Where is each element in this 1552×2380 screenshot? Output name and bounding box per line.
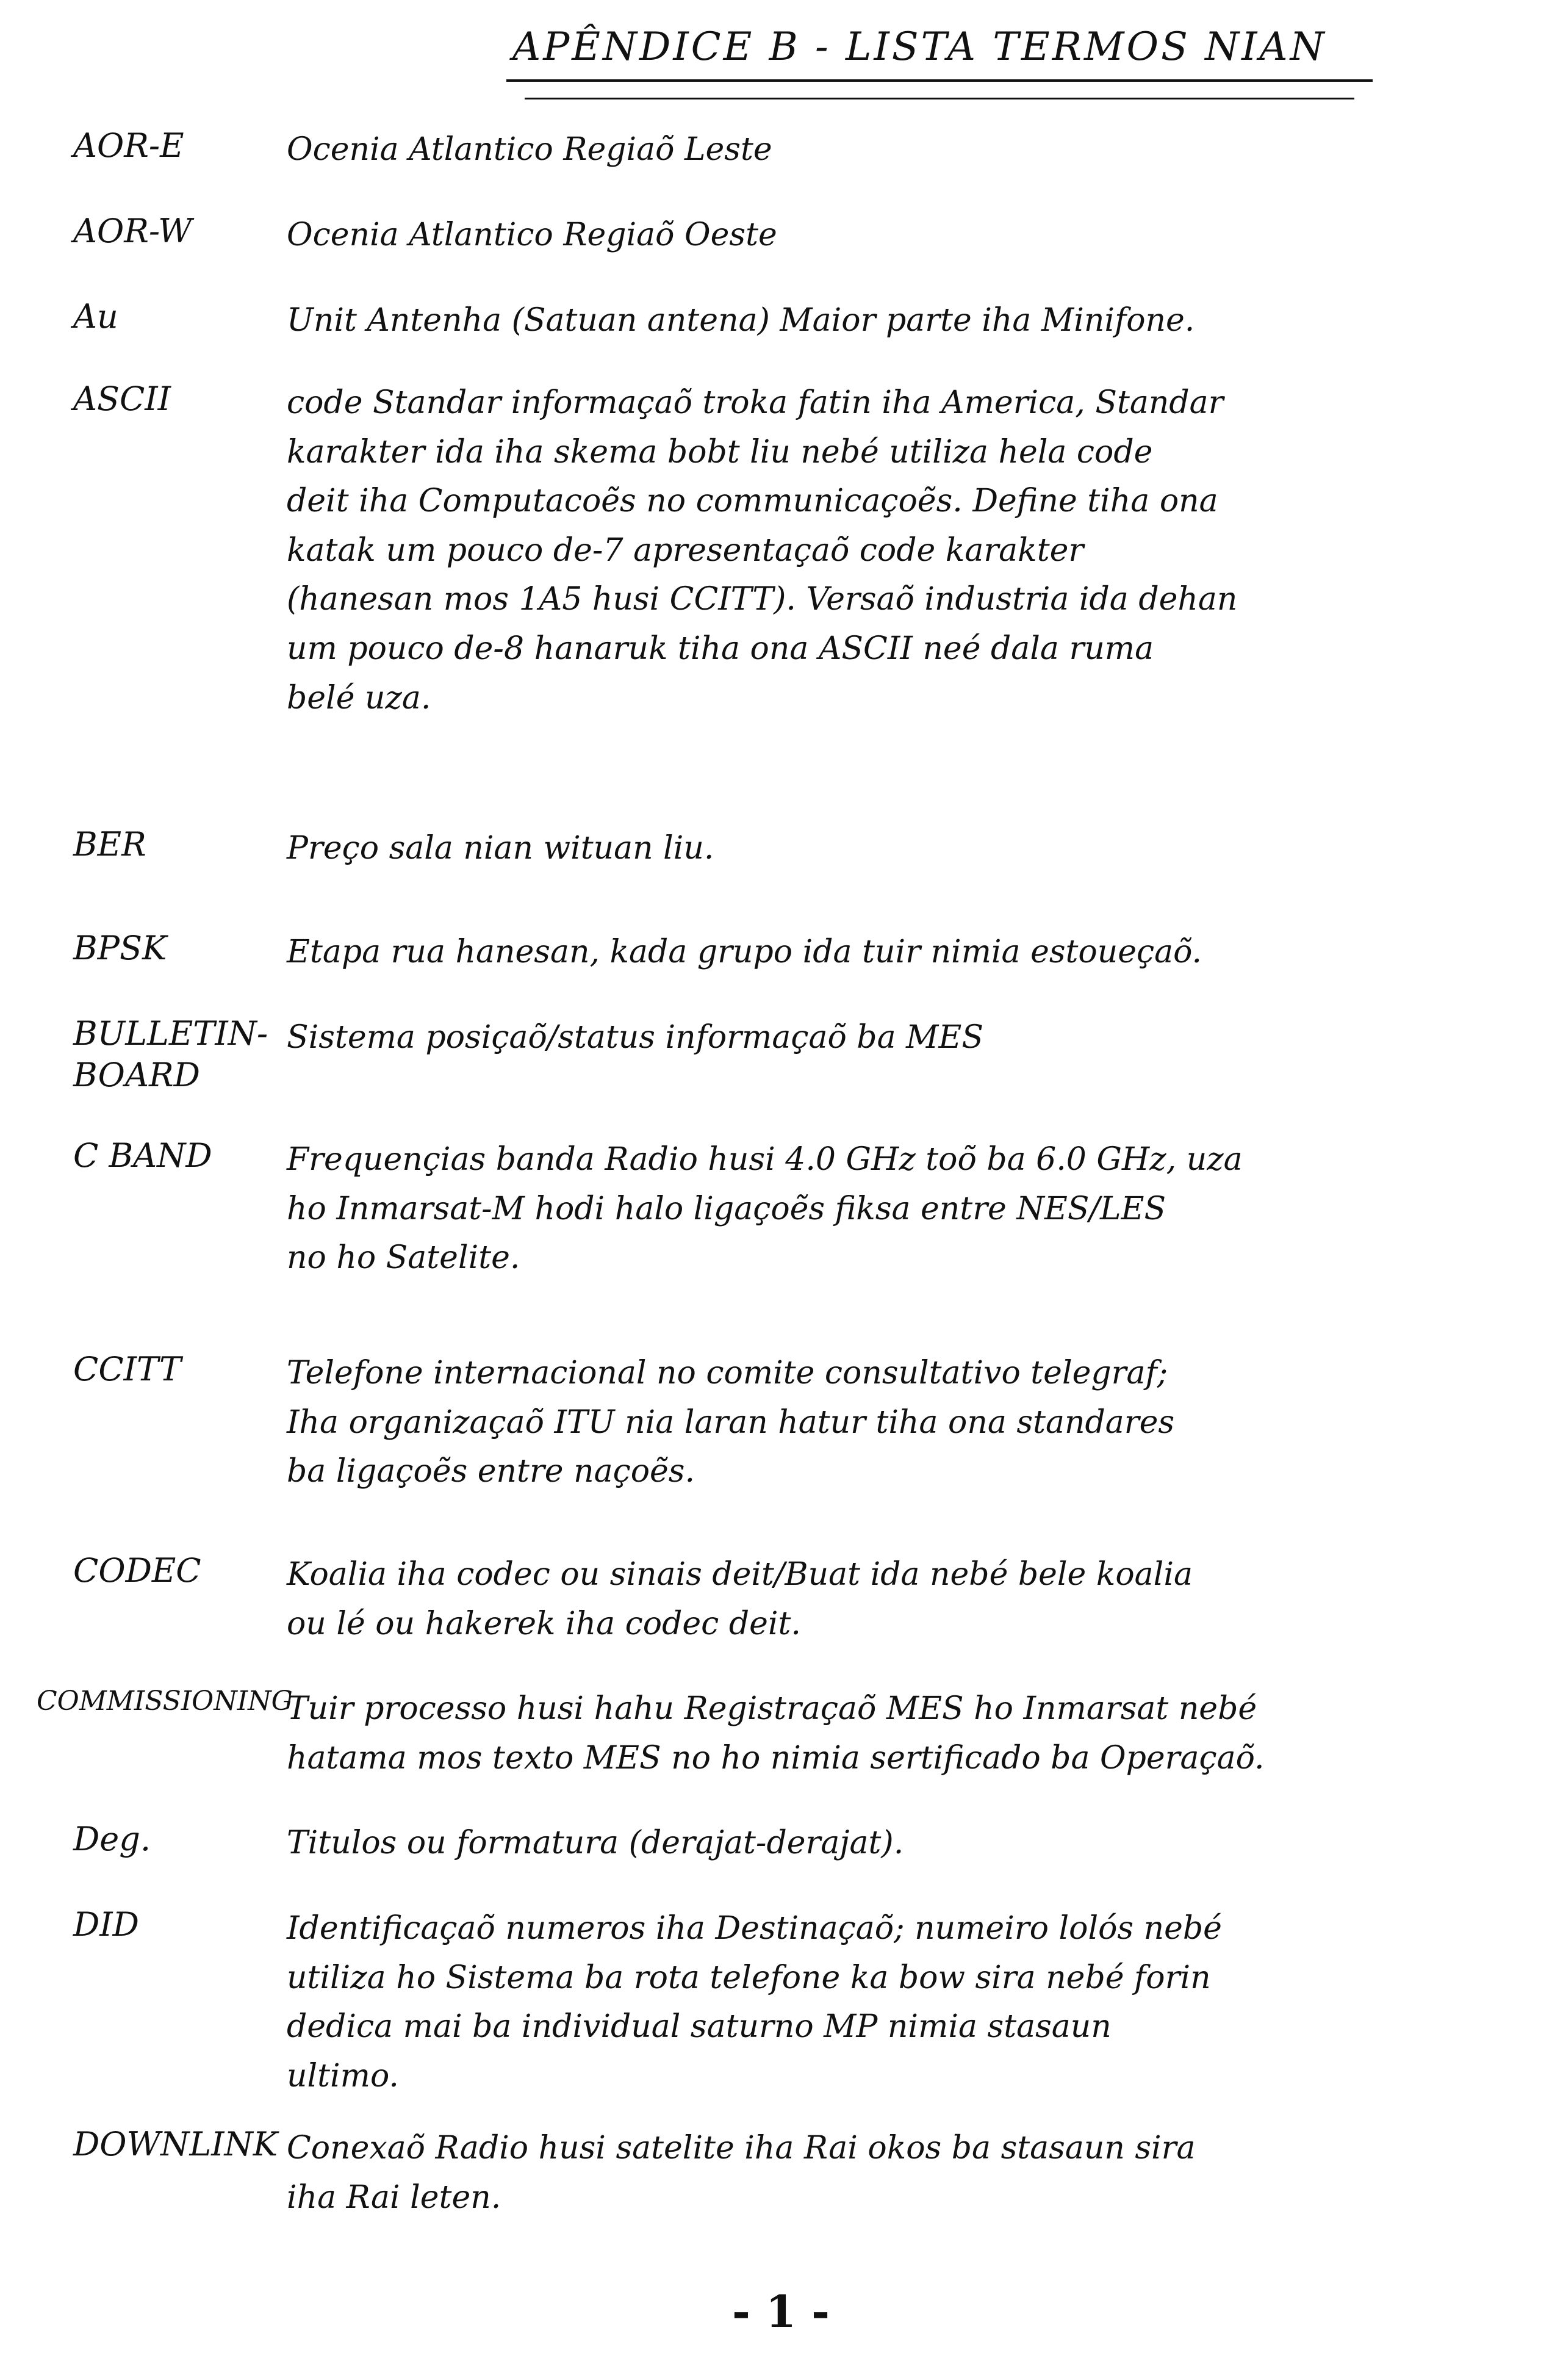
glossary-definition [287,1819,1501,1868]
glossary-term: DOWNLINK [73,2125,278,2163]
glossary-definition [287,1550,1501,1648]
glossary-definition [287,824,1501,873]
definition-line: karakter ida iha skema bobt liu nebé utiliza hela code [287,433,1153,471]
definition-line: belé uza. [287,679,431,716]
definition-line: utiliza ho Sistema ba rota telefone ka bow sira nebé forin [287,1959,1211,1996]
glossary-term: CCITT [73,1350,182,1388]
definition-line: Etapa rua hanesan, kada grupo ida tuir nimia estoueçaõ. [287,934,1202,970]
definition-line: iha Rai leten. [287,2179,501,2216]
definition-line: Iha organizaçaõ ITU nia laran hatur tiha ona standares [287,1404,1175,1441]
title-underline [506,79,1373,82]
definition-line: Frequençias banda Radio husi 4.0 GHz toõ ba 6.0 GHz, uza [287,1141,1243,1178]
definition-line: Koalia iha codec ou sinais deit/Buat ida nebé bele koalia [287,1556,1193,1593]
definition-line: Tuir processo husi hahu Registraçaõ MES ho Inmarsat nebé [287,1690,1257,1727]
glossary-definition [287,2124,1501,2222]
glossary-term: CODEC [73,1551,201,1590]
definition-line: Titulos ou formatura (derajat-derajat). [287,1825,904,1861]
definition-line: Telefone internacional no comite consultativo telegraf; [287,1355,1168,1391]
definition-line: ultimo. [287,2057,399,2094]
page-number: - 1 - [732,2285,830,2337]
definition-line: dedica mai ba individual saturno MP nimia stasaun [287,2008,1112,2046]
glossary-term: C BAND [73,1136,212,1175]
definition-line: Identificaçaõ numeros iha Destinaçaõ; numeiro loló́s nebé [287,1910,1222,1947]
glossary-definition [287,1013,1501,1062]
glossary-definition [287,125,1501,175]
glossary-term: BPSK [73,929,167,967]
definition-line: Conexaõ Radio husi satelite iha Rai okos ba stasaun sira [287,2130,1196,2166]
definition-line: Unit Antenha (Satuan antena) Maior parte iha Minifone. [287,302,1195,339]
glossary-term: DID [73,1905,139,1944]
definition-line: no ho Satelite. [287,1239,520,1277]
glossary-term: BER [73,825,146,864]
glossary-term: BULLETIN- BOARD [73,1014,268,1094]
glossary-term: ASCII [73,380,171,418]
definition-line: ba ligaçoẽs entre naçoẽs. [287,1453,695,1490]
glossary-definition [287,296,1501,345]
definition-line: Preço sala nian wituan liu. [287,830,714,867]
glossary-definition [287,1904,1501,2101]
glossary-term: COMMISSIONING [37,1686,293,1717]
glossary-definition [287,1684,1501,1783]
glossary-definition [287,378,1501,723]
glossary-term: Au [73,297,118,336]
definition-line: hatama mos texto MES no ho nimia sertificado ba Operaçaõ. [287,1739,1265,1776]
definition-line: deit iha Computacoẽs no communicaçoẽs. Define tiha ona [287,483,1218,520]
definition-line: Ocenia Atlantico Regiaõ Leste [287,131,772,168]
glossary-definition [287,211,1501,260]
definition-line: Ocenia Atlantico Regiaõ Oeste [287,217,777,253]
glossary-definition [287,1135,1501,1283]
definition-line: ho Inmarsat-M hodi halo ligaçoẽs fiksa entre NES/LES [287,1190,1166,1227]
glossary-term: Deg. [73,1820,151,1858]
definition-line: (hanesan mos 1A5 husi CCITT). Versaõ industria ida dehan [287,581,1238,618]
definition-line: Sistema posiçaõ/status informaçaõ ba MES [287,1019,983,1056]
glossary-definition [287,928,1501,977]
definition-line: code Standar informaçaõ troka fatin iha America, Standar [287,384,1224,421]
glossary-term: AOR-E [73,126,184,165]
definition-line: katak um pouco de-7 apresentaçaõ code karakter [287,532,1084,569]
definition-line: ou lé ou hakerek iha codec deit. [287,1605,801,1642]
glossary-term: AOR-W [73,212,192,250]
page-title: APÊNDICE B - LISTA TERMOS NIAN [512,24,1327,70]
definition-line: um pouco de-8 hanaruk tiha ona ASCII neé dala ruma [287,630,1154,667]
glossary-definition [287,1349,1501,1496]
title-underline-secondary [525,98,1354,99]
